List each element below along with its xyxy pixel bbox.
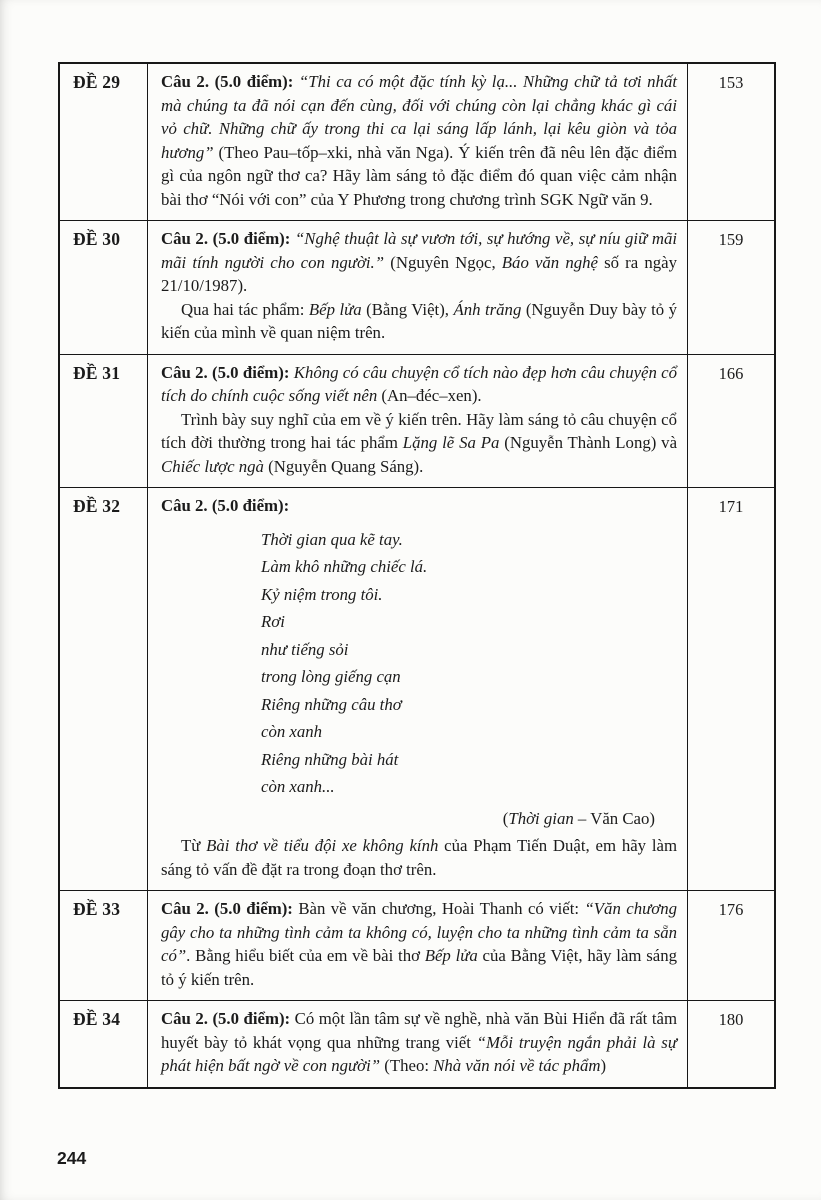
content-paragraph: Câu 2. (5.0 điểm): “Thi ca có một đặc tính kỳ lạ... Những chữ tả tơi nhất mà chúng ta đã nói cạn đến cùng, đối với chúng còn lại chẳng khác gì cái vỏ chữ. Những chữ ấy trong thi ca lại sáng lấp lánh, lại kêu giòn và tỏa hương” (Theo Pau–tốp–xki, nhà văn Nga). Ý kiến trên đã nêu lên đặc điểm gì của ngôn ngữ thơ ca? Hãy làm sáng tỏ đặc điểm đó quan việc cảm nhận bài thơ “Nói với con” của Y Phương trong chương trình SGK Ngữ văn 9.	[161, 72, 677, 209]
row-page-number: 166	[718, 363, 744, 383]
row-content	[148, 1001, 688, 1087]
content-paragraph: Rơi	[261, 612, 285, 631]
row-label: ĐỀ 34	[60, 1001, 148, 1087]
content-paragraph: Câu 2. (5.0 điểm): Có một lần tâm sự về nghề, nhà văn Bùi Hiển đã rất tâm huyết bày tỏ khát vọng qua những trang viết “Mỗi truyện ngắn phải là sự phát hiện bất ngờ về con người” (Theo: Nhà văn nói về tác phẩm)	[161, 1009, 678, 1075]
content-paragraph: còn xanh...	[261, 777, 335, 796]
row-content	[148, 221, 688, 354]
content-paragraph: Câu 2. (5.0 điểm): “Nghệ thuật là sự vươn tới, sự hướng về, sự níu giữ mãi mãi tính người cho con người.” (Nguyên Ngọc, Báo văn nghệ số ra ngày 21/10/1987).	[161, 229, 677, 295]
row-label: ĐỀ 33	[60, 891, 148, 1000]
content-paragraph: Riêng những bài hát	[261, 749, 399, 769]
exam-table	[58, 62, 776, 1089]
content-paragraph: Trình bày suy nghĩ của em về ý kiến trên. Hãy làm sáng tỏ câu chuyện cổ tích đời thường trong hai tác phẩm Lặng lẽ Sa Pa (Nguyễn Thành Long) và Chiếc lược ngà (Nguyễn Quang Sáng).	[161, 409, 678, 476]
content-paragraph: Làm khô những chiếc lá.	[261, 557, 428, 576]
content-paragraph: Câu 2. (5.0 điểm):	[161, 496, 290, 515]
content-paragraph: còn xanh	[261, 722, 323, 741]
content-paragraph: Qua hai tác phẩm: Bếp lửa (Bằng Việt), Ánh trăng (Nguyễn Duy bày tỏ ý kiến của mình về quan niệm trên.	[161, 299, 678, 342]
row-content	[148, 355, 688, 488]
table-row	[60, 1000, 774, 1087]
content-paragraph: Câu 2. (5.0 điểm): Bàn về văn chương, Hoài Thanh có viết: “Văn chương gây cho ta những tình cảm ta không có, luyện cho ta những tình cảm ta sẵn có”. Bằng hiểu biết của em về bài thơ Bếp lửa của Bằng Việt, hãy làm sáng tỏ ý kiến trên.	[161, 899, 677, 989]
table-row	[60, 64, 774, 220]
row-content	[148, 64, 688, 220]
content-paragraph: trong lòng giếng cạn	[261, 667, 401, 686]
content-paragraph: Thời gian qua kẽ tay.	[261, 529, 403, 549]
content-paragraph: Kỷ niệm trong tôi.	[261, 584, 383, 604]
row-label: ĐỀ 32	[60, 488, 148, 890]
table-row	[60, 890, 774, 1000]
content-paragraph: Câu 2. (5.0 điểm): Không có câu chuyện cổ tích nào đẹp hơn câu chuyện cổ tích do chính cuộc sống viết nên (An–đéc–xen).	[161, 362, 677, 405]
row-page-number: 176	[718, 900, 744, 919]
row-label: ĐỀ 29	[60, 64, 148, 220]
row-page-number: 171	[718, 497, 744, 516]
content-paragraph: Riêng những câu thơ	[261, 694, 402, 714]
table-row	[60, 220, 774, 354]
row-content	[148, 891, 688, 1000]
row-label: ĐỀ 30	[60, 221, 148, 354]
row-content	[148, 488, 688, 890]
content-paragraph: như tiếng sỏi	[261, 639, 349, 659]
row-page-number: 180	[718, 1010, 744, 1029]
page-number: 244	[57, 1148, 87, 1168]
row-page-number: 153	[718, 73, 744, 92]
row-label: ĐỀ 31	[60, 355, 148, 488]
content-paragraph: Từ Bài thơ về tiểu đội xe không kính của Phạm Tiến Duật, em hãy làm sáng tỏ vấn đề đặt ra trong đoạn thơ trên.	[161, 836, 678, 879]
table-row	[60, 487, 774, 890]
table-row	[60, 354, 774, 488]
row-page-number: 159	[718, 230, 744, 249]
content-paragraph: (Thời gian – Văn Cao)	[502, 808, 655, 828]
